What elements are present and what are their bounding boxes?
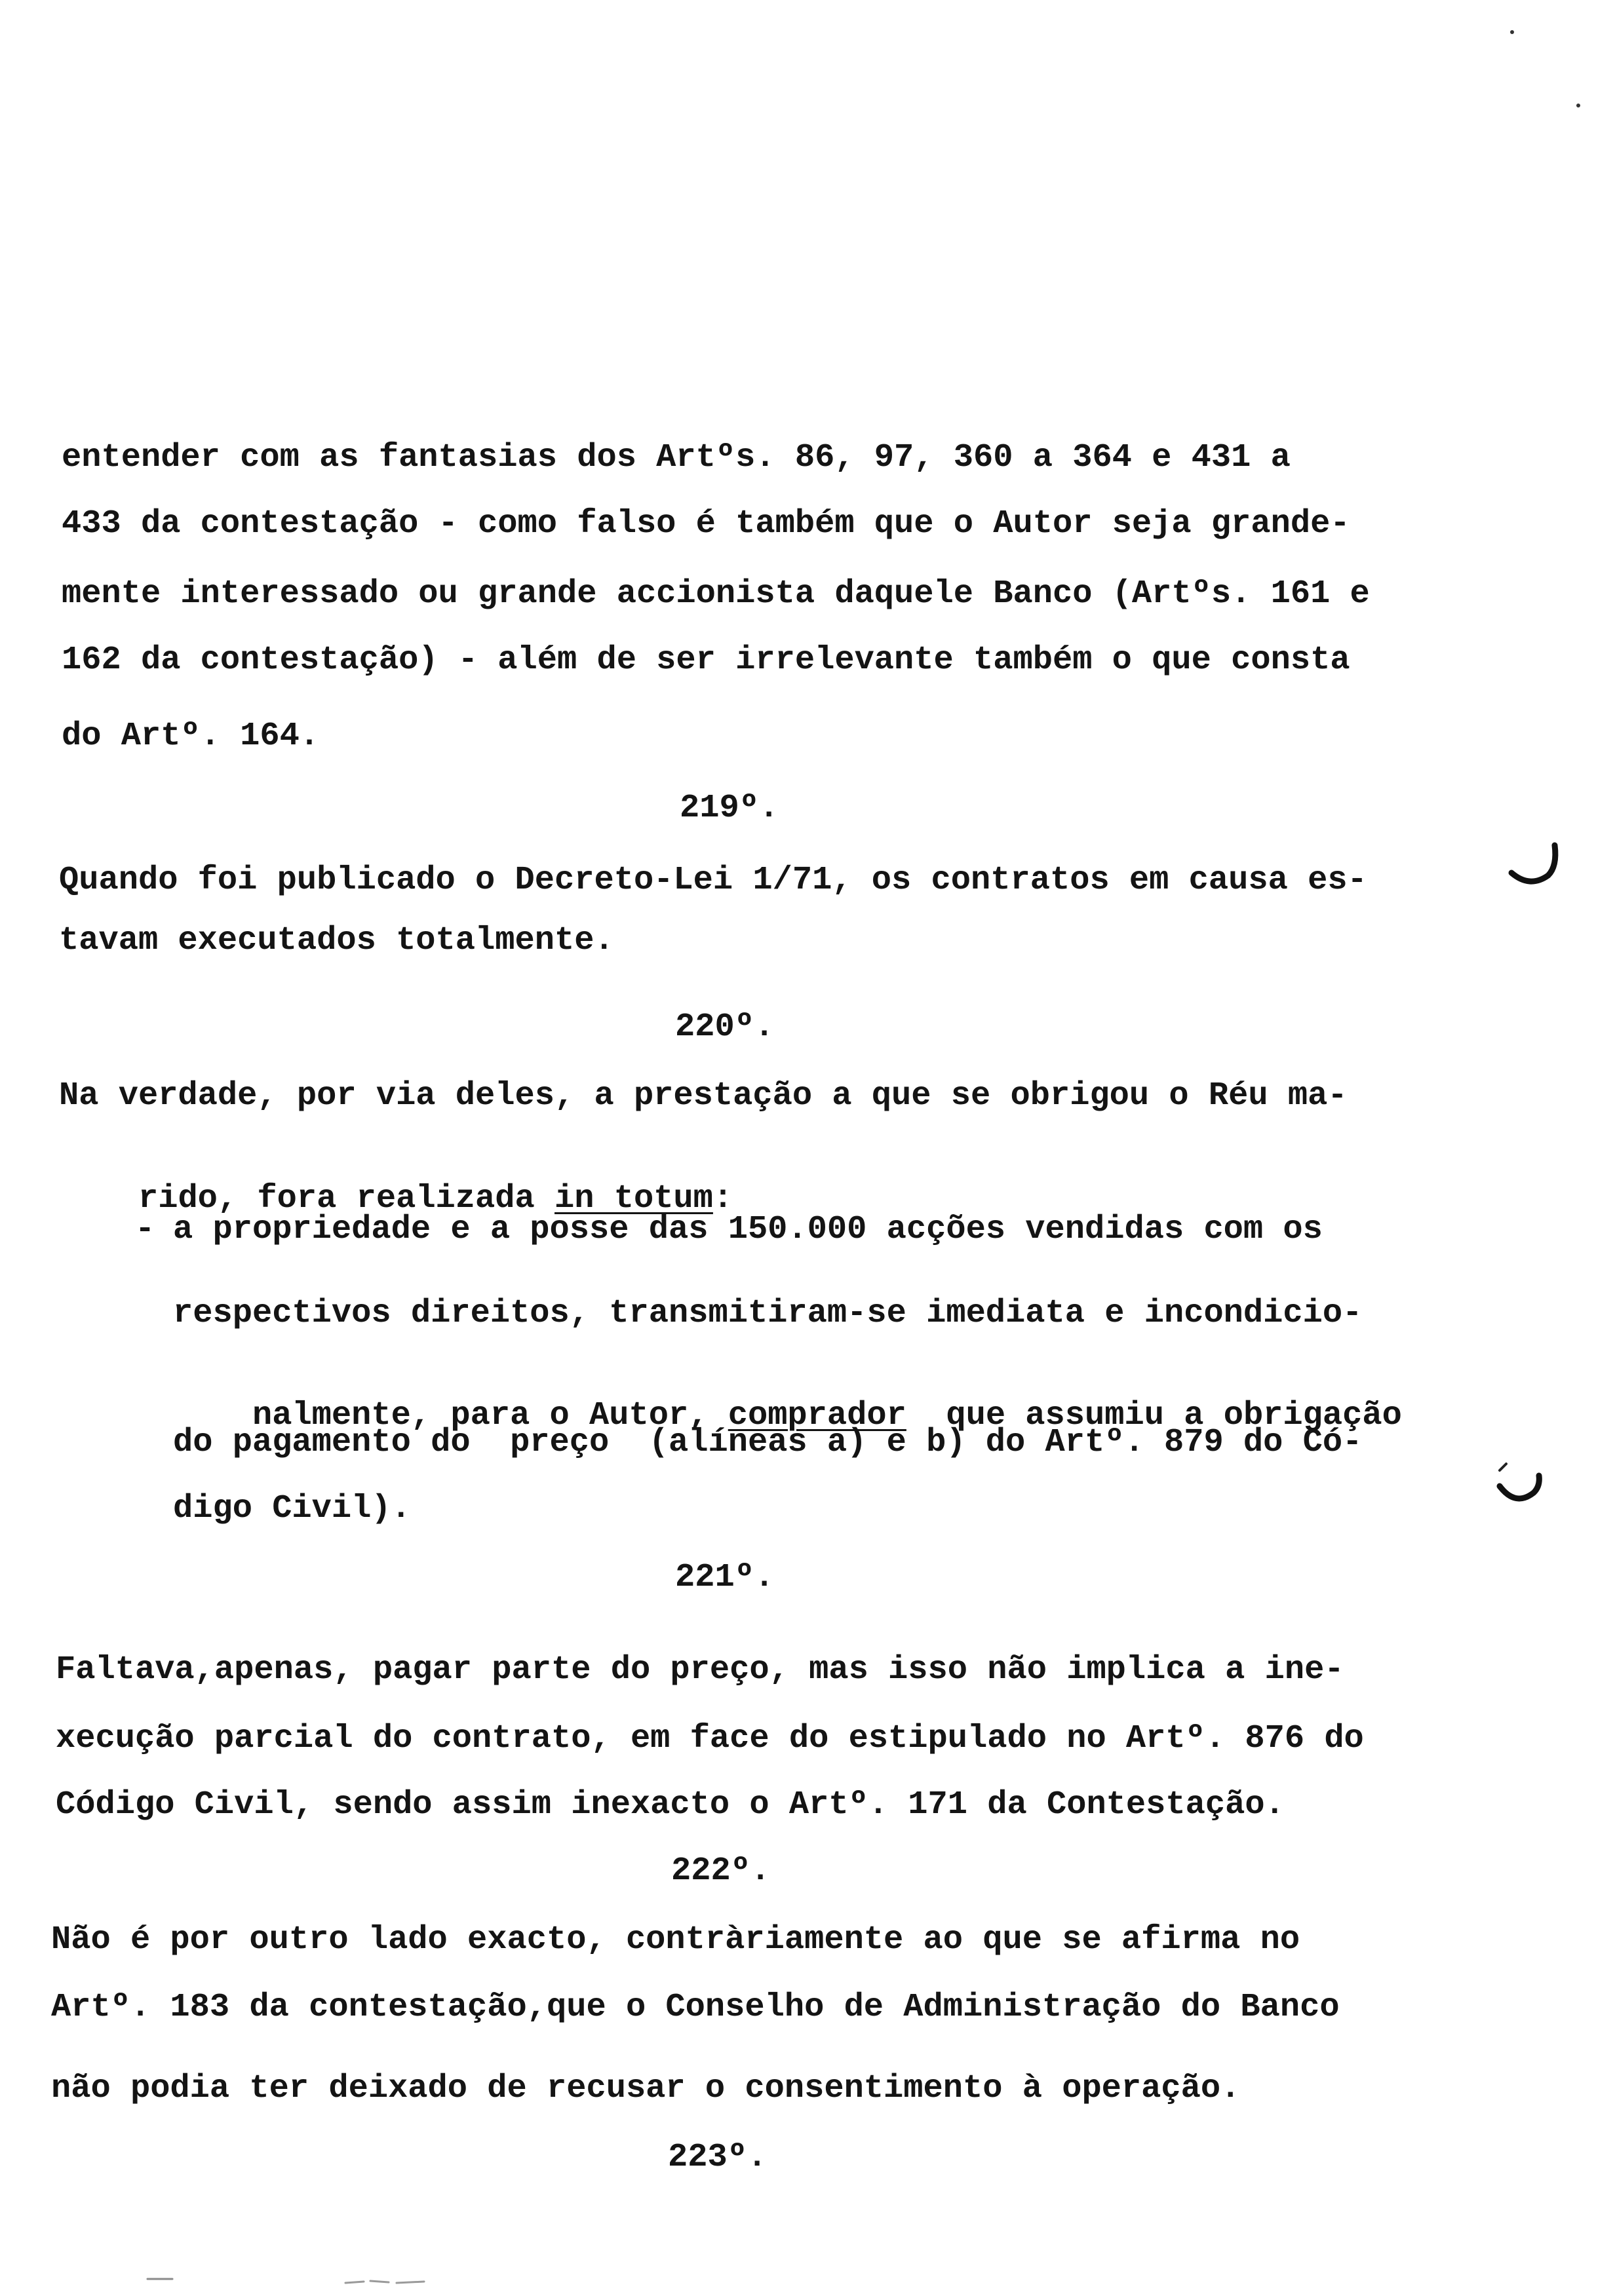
article-number: 223º. (668, 2139, 768, 2176)
body-text-line (59, 1140, 733, 1217)
binding-hole-mark (1501, 833, 1566, 892)
list-dash-marker: - (135, 1211, 155, 1248)
text-segment: : (712, 1180, 733, 1217)
text-segment: que assumiu a obrigação (906, 1397, 1402, 1434)
body-text-line: 162 da contestação) - além de ser irrelevante também o que consta (62, 641, 1350, 679)
body-text-line: do Artº. 164. (62, 718, 320, 755)
underlined-phrase: in totum (555, 1180, 713, 1217)
list-item-line: digo Civil). (173, 1490, 411, 1527)
body-text-line: 433 da contestação - como falso é também que o Autor seja grande- (62, 505, 1350, 543)
body-text-line: Não é por outro lado exacto, contràriamente ao que se afirma no (51, 1921, 1300, 1959)
scan-dot-mark (1508, 26, 1521, 39)
article-number: 220º. (675, 1008, 775, 1046)
body-text-line: mente interessado ou grande accionista daquele Banco (Artºs. 161 e (62, 575, 1370, 613)
list-item-line: do pagamento do preço (alíneas a) e b) do Artº. 879 do Có- (173, 1424, 1363, 1461)
list-item-line: respectivos direitos, transmitiram-se imediata e incondicio- (173, 1295, 1363, 1332)
article-number: 221º. (675, 1559, 775, 1596)
body-text-line: Artº. 183 da contestação,que o Conselho de Administração do Banco (51, 1989, 1340, 2026)
body-text-line: Código Civil, sendo assim inexacto o Artº. 171 da Contestação. (56, 1786, 1285, 1824)
body-text-line: não podia ter deixado de recusar o consentimento à operação. (51, 2070, 1241, 2107)
text-segment: nalmente, para o Autor, (252, 1397, 728, 1434)
body-text-line: xecução parcial do contrato, em face do estipulado no Artº. 876 do (56, 1720, 1364, 1757)
list-item-line (173, 1357, 1402, 1434)
list-item-line: a propriedade e a posse das 150.000 acções vendidas com os (173, 1211, 1323, 1248)
body-text-line: Na verdade, por via deles, a prestação a que se obrigou o Réu ma- (59, 1077, 1348, 1115)
scan-dot-mark (1573, 100, 1586, 113)
body-text-line: entender com as fantasias dos Artºs. 86, 97, 360 a 364 e 431 a (62, 439, 1291, 476)
scan-smudge-mark (141, 2272, 436, 2292)
body-text-line: Faltava,apenas, pagar parte do preço, mas isso não implica a ine- (56, 1651, 1344, 1689)
article-number: 222º. (671, 1852, 771, 1890)
text-segment: rido, fora realizada (138, 1180, 555, 1217)
binding-hole-mark (1487, 1453, 1552, 1512)
underlined-phrase: comprador (728, 1397, 906, 1434)
body-text-line: Quando foi publicado o Decreto-Lei 1/71, os contratos em causa es- (59, 862, 1367, 899)
article-number: 219º. (680, 790, 779, 827)
body-text-line: tavam executados totalmente. (59, 922, 614, 959)
